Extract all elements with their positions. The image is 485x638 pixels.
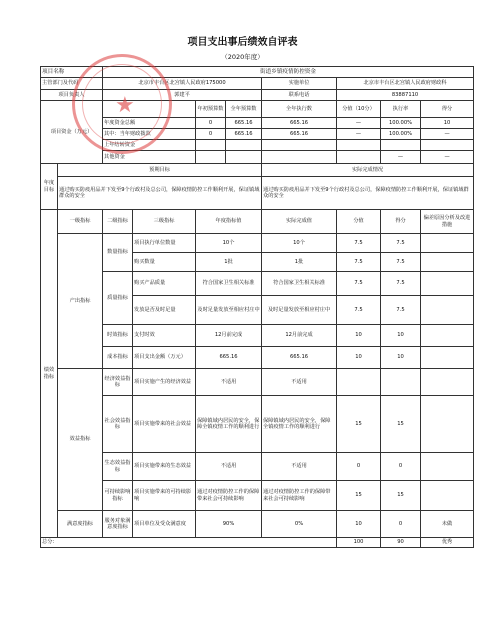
funds-cell xyxy=(262,140,337,151)
perf-l3: 项目实施产生的经济效益 xyxy=(133,369,196,396)
report-year: （2020年度） xyxy=(221,53,264,61)
perf-pts: 10 xyxy=(381,347,421,369)
perf-l2: 成本指标 xyxy=(103,347,133,369)
perf-note xyxy=(421,369,474,396)
perf-note xyxy=(421,253,474,272)
unit-value: 北京市丰台区北宫镇人民政府财政科 xyxy=(337,78,474,90)
perf-pts: 7.5 xyxy=(381,272,421,296)
perf-target: 10个 xyxy=(196,234,262,253)
perf-pts: 0 xyxy=(381,453,421,481)
perf-l2: 数量指标 xyxy=(103,234,133,272)
funds-col-exec: 全年执行数 xyxy=(262,101,337,118)
perf-note xyxy=(421,234,474,253)
perf-score: 7.5 xyxy=(337,272,381,296)
manager-value: 郭建平 xyxy=(103,90,262,101)
perf-l2: 社会效益指标 xyxy=(103,396,133,453)
funds-cell: 665.16 xyxy=(262,118,337,129)
funds-cell: 665.16 xyxy=(226,118,262,129)
perf-actual: 12月前完成 xyxy=(262,325,337,347)
funds-cell xyxy=(337,140,381,151)
perf-actual: 不适用 xyxy=(262,453,337,481)
perf-label: 绩效指标 xyxy=(41,210,58,538)
manager-label: 项目负责人 xyxy=(41,90,103,101)
goals-actual: 通过购买防疫用品并下发至9个行政村及总公司，保障疫情防控工作顺利开展，保证镇域群众的安全 xyxy=(262,177,474,210)
goals-plan: 通过购买防疫用品并下发至9个行政村及总公司，保障疫情防控工作顺利开展，保证镇域群众的安全 xyxy=(58,177,262,210)
perf-note xyxy=(421,481,474,511)
perf-pts xyxy=(381,369,421,396)
perf-l3: 项目实施带来的社会效益 xyxy=(133,396,196,453)
perf-score: 15 xyxy=(337,481,381,511)
perf-score: 0 xyxy=(337,453,381,481)
funds-cell xyxy=(196,151,226,164)
funds-row-name: 年度资金总额 xyxy=(103,118,196,129)
funds-cell xyxy=(196,140,226,151)
funds-row-name: 其中：当年财政拨款 xyxy=(103,129,196,140)
perf-pts: 15 xyxy=(381,481,421,511)
perf-note xyxy=(421,453,474,481)
perf-score: 7.5 xyxy=(337,253,381,272)
perf-pts: 15 xyxy=(381,396,421,453)
funds-cell: 665.16 xyxy=(262,129,337,140)
perf-target: 及时足量发放至相应村庄中 xyxy=(196,296,262,325)
perf-target: 不适用 xyxy=(196,369,262,396)
funds-col-rate: 执行率 xyxy=(381,101,421,118)
perf-note xyxy=(421,347,474,369)
funds-cell: — xyxy=(381,151,421,164)
perf-actual: 1批 xyxy=(262,253,337,272)
perf-actual: 10个 xyxy=(262,234,337,253)
perf-col-l3: 三级指标 xyxy=(133,210,196,234)
perf-l3: 项目实施带来的可持续影响 xyxy=(133,481,196,511)
perf-l3: 项目执行单位数量 xyxy=(133,234,196,253)
perf-actual: 通过对疫情防控工作的保障带来社会可持续影响 xyxy=(262,481,337,511)
perf-pts: 7.5 xyxy=(381,296,421,325)
funds-cell: — xyxy=(421,151,474,164)
perf-l3: 项目支出金额（万元） xyxy=(133,347,196,369)
total-grade: 优秀 xyxy=(421,538,474,548)
total-pts: 90 xyxy=(381,538,421,548)
perf-l3: 购买产品质量 xyxy=(133,272,196,296)
funds-cell: 100.00% xyxy=(381,129,421,140)
perf-satisfaction-label: 满意度指标 xyxy=(58,511,103,538)
perf-l3: 购买数量 xyxy=(133,253,196,272)
perf-output-label: 产出指标 xyxy=(58,234,103,369)
perf-note xyxy=(421,272,474,296)
funds-cell xyxy=(226,140,262,151)
funds-cell: 665.16 xyxy=(226,129,262,140)
funds-col-pts: 得分 xyxy=(421,101,474,118)
page-title: 项目支出事后绩效自评表 xyxy=(187,37,298,48)
perf-pts: 0 xyxy=(381,511,421,538)
funds-cell: 0 xyxy=(196,118,226,129)
funds-cell: 10 xyxy=(421,118,474,129)
perf-col-l2: 二级指标 xyxy=(103,210,133,234)
perf-col-l1: 一级指标 xyxy=(58,210,103,234)
perf-pts: 7.5 xyxy=(381,253,421,272)
funds-cell xyxy=(337,151,381,164)
perf-target: 通过对疫情防控工作的保障带来社会可持续影响 xyxy=(196,481,262,511)
perf-l3: 项目实施带来的生态效益 xyxy=(133,453,196,481)
perf-l3: 项目单位及受众满意度 xyxy=(133,511,196,538)
funds-cell: — xyxy=(421,129,474,140)
perf-col-note: 偏差原因分析及改进措施 xyxy=(421,210,474,234)
perf-target: 保障镇域内居民的安全，保障全镇疫情工作的顺利进行 xyxy=(196,396,262,453)
phone-value: 83887110 xyxy=(337,90,474,101)
perf-target: 不适用 xyxy=(196,453,262,481)
perf-l2: 服务对象满意度指标 xyxy=(103,511,133,538)
official-seal-icon: ★ xyxy=(72,54,172,154)
perf-actual: 665.16 xyxy=(262,347,337,369)
funds-row-name: 上年结转资金 xyxy=(103,140,196,151)
goals-plan-label: 预期目标 xyxy=(58,164,262,177)
perf-score xyxy=(337,369,381,396)
perf-note xyxy=(421,325,474,347)
perf-score: 15 xyxy=(337,396,381,453)
funds-col-budget: 全年预算数 xyxy=(226,101,262,118)
total-label: 总分： xyxy=(41,538,337,548)
perf-col-score: 分值 xyxy=(337,210,381,234)
perf-effect-label: 效益指标 xyxy=(58,369,103,511)
perf-actual: 保障镇域内居民的安全，保障全镇疫情工作的顺利进行 xyxy=(262,396,337,453)
funds-cell xyxy=(262,151,337,164)
perf-target: 12月前完成 xyxy=(196,325,262,347)
total-score: 100 xyxy=(337,538,381,548)
perf-target: 665.16 xyxy=(196,347,262,369)
perf-note: 未做 xyxy=(421,511,474,538)
perf-pts: 7.5 xyxy=(381,234,421,253)
perf-note xyxy=(421,296,474,325)
funds-col-score: 分值（10分） xyxy=(337,101,381,118)
perf-actual: 不适用 xyxy=(262,369,337,396)
funds-label: 项目资金（万元） xyxy=(41,101,103,164)
perf-score: 10 xyxy=(337,325,381,347)
perf-score: 10 xyxy=(337,347,381,369)
perf-target: 1批 xyxy=(196,253,262,272)
perf-col-actual: 实际完成值 xyxy=(262,210,337,234)
perf-actual: 及时足量发放至相应村庄中 xyxy=(262,296,337,325)
perf-l2: 生态效益指标 xyxy=(103,453,133,481)
perf-target: 符合国家卫生相关标准 xyxy=(196,272,262,296)
perf-note xyxy=(421,396,474,453)
goals-label: 年度目标 xyxy=(41,164,58,210)
perf-l2: 质量指标 xyxy=(103,272,133,325)
unit-label: 实施单位 xyxy=(262,78,337,90)
funds-cell: 0 xyxy=(196,129,226,140)
perf-l3: 发放是否及时足量 xyxy=(133,296,196,325)
project-name: 街道乡镇疫情防控资金 xyxy=(103,67,474,78)
funds-cell xyxy=(421,140,474,151)
dept-value: 北京市丰台区北宫镇人民政府175000 xyxy=(103,78,262,90)
perf-actual: 符合国家卫生相关标准 xyxy=(262,272,337,296)
funds-cell: — xyxy=(337,129,381,140)
perf-l3: 支付时效 xyxy=(133,325,196,347)
dept-label: 主管部门及代码 xyxy=(41,78,103,90)
goals-actual-label: 实际完成情况 xyxy=(262,164,474,177)
phone-label: 联系电话 xyxy=(262,90,337,101)
perf-actual: 0% xyxy=(262,511,337,538)
funds-cell xyxy=(226,151,262,164)
perf-l2: 可持续影响指标 xyxy=(103,481,133,511)
perf-score: 7.5 xyxy=(337,234,381,253)
perf-score: 10 xyxy=(337,511,381,538)
funds-cell: — xyxy=(337,118,381,129)
perf-score: 7.5 xyxy=(337,296,381,325)
perf-l2: 时效指标 xyxy=(103,325,133,347)
funds-cell: 100.00% xyxy=(381,118,421,129)
perf-l2: 经济效益指标 xyxy=(103,369,133,396)
perf-col-target: 年度指标值 xyxy=(196,210,262,234)
funds-cell xyxy=(381,140,421,151)
funds-col-init: 年初预算数 xyxy=(196,101,226,118)
project-name-label: 项目名称 xyxy=(41,67,103,78)
perf-target: 90% xyxy=(196,511,262,538)
perf-pts: 10 xyxy=(381,325,421,347)
perf-col-pts: 得分 xyxy=(381,210,421,234)
funds-row-name: 其他资金 xyxy=(103,151,196,164)
